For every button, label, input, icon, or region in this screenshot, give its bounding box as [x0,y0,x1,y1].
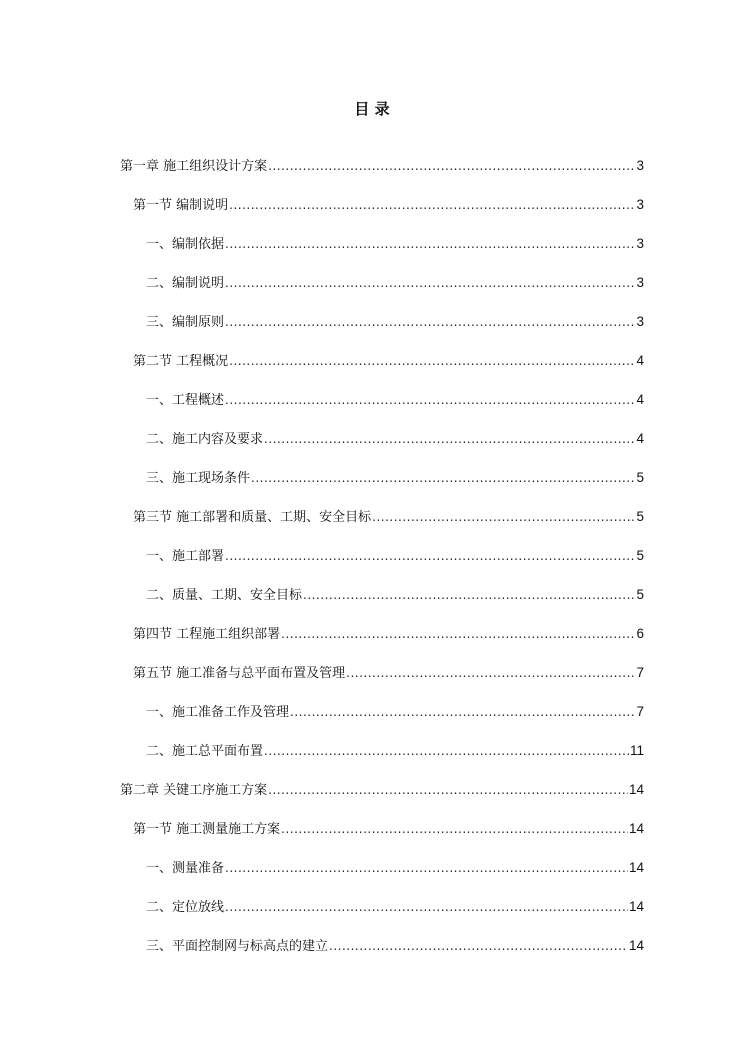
toc-entry-label: 第一节 编制说明 [133,198,229,213]
toc-entry-label: 第三节 施工部署和质量、工期、安全目标 [133,510,372,525]
toc-entry[interactable] [146,935,644,957]
toc-page-number: 5 [636,548,644,563]
toc-entry[interactable] [146,233,644,255]
toc-dot-leader [281,623,635,645]
toc-page-number: 14 [628,899,644,914]
toc-entry-label: 一、施工准备工作及管理 [146,705,290,720]
toc-dot-leader [225,233,635,255]
toc-entry-label: 二、施工内容及要求 [146,432,264,447]
toc-entry[interactable] [120,779,644,801]
toc-dot-leader [251,467,635,489]
toc-entry-label: 三、编制原则 [146,315,225,330]
toc-entry[interactable] [146,545,644,567]
toc-page-number: 11 [629,743,644,758]
toc-entry[interactable] [146,272,644,294]
toc-page-number: 5 [636,587,644,602]
toc-entry[interactable] [146,740,644,762]
toc-entry[interactable] [146,311,644,333]
toc-entry-label: 第二节 工程概况 [133,354,229,369]
toc-dot-leader [229,350,635,372]
toc-entry-label: 第一节 施工测量施工方案 [133,822,281,837]
toc-dot-leader [229,194,635,216]
toc-page-number: 14 [628,938,644,953]
toc-entry[interactable] [146,389,644,411]
toc-entry-label: 一、编制依据 [146,237,225,252]
toc-entry[interactable] [146,584,644,606]
toc-page-number: 14 [628,821,644,836]
toc-entry-label: 二、定位放线 [146,900,225,915]
toc-page-number: 14 [628,860,644,875]
toc-dot-leader [372,506,635,528]
toc-entry-label: 三、平面控制网与标高点的建立 [146,939,329,954]
toc-dot-leader [329,935,628,957]
toc-page-number: 3 [636,236,644,251]
toc-dot-leader [225,311,635,333]
toc-dot-leader [225,545,635,567]
toc-page-number: 3 [636,314,644,329]
toc-entry[interactable] [146,857,644,879]
toc-entry[interactable] [146,701,644,723]
toc-entry[interactable] [146,428,644,450]
toc-title: 目 录 [354,100,390,118]
toc-page-number: 7 [636,704,644,719]
toc-dot-leader [225,272,635,294]
toc-entry-label: 第二章 关键工序施工方案 [120,783,268,798]
toc-page-number: 3 [636,197,644,212]
toc-dot-leader [225,896,628,918]
toc-entry[interactable] [120,155,644,177]
toc-dot-leader [268,155,635,177]
toc-page-number: 6 [636,626,644,641]
toc-dot-leader [346,662,635,684]
toc-page-number: 3 [636,275,644,290]
toc-entry-label: 三、施工现场条件 [146,471,251,486]
toc-entry-label: 第五节 施工准备与总平面布置及管理 [133,666,346,681]
toc-entry-label: 第四节 工程施工组织部署 [133,627,281,642]
toc-dot-leader [225,389,635,411]
toc-entry[interactable] [133,194,644,216]
toc-page-number: 14 [628,782,644,797]
toc-page-number: 3 [636,158,644,173]
toc-entry[interactable] [146,467,644,489]
toc-entry[interactable] [133,623,644,645]
toc-dot-leader [281,818,628,840]
toc-entry[interactable] [133,662,644,684]
toc-dot-leader [303,584,635,606]
toc-entry-label: 第一章 施工组织设计方案 [120,159,268,174]
toc-entry-label: 一、工程概述 [146,393,225,408]
toc-entry-label: 二、编制说明 [146,276,225,291]
toc-dot-leader [268,779,628,801]
toc-entry-label: 二、质量、工期、安全目标 [146,588,303,603]
toc-page-number: 5 [636,470,644,485]
toc-dot-leader [225,857,628,879]
toc-entry-label: 一、施工部署 [146,549,225,564]
toc-entry[interactable] [146,896,644,918]
toc-entry-label: 二、施工总平面布置 [146,744,264,759]
toc-entry[interactable] [133,350,644,372]
toc-page-number: 4 [636,431,644,446]
toc-entry-label: 一、测量准备 [146,861,225,876]
toc-page-number: 7 [636,665,644,680]
toc-entry[interactable] [133,506,644,528]
toc-page-number: 4 [636,353,644,368]
toc-dot-leader [290,701,635,723]
toc-page-number: 4 [636,392,644,407]
toc-dot-leader [264,740,629,762]
toc-entry[interactable] [133,818,644,840]
toc-dot-leader [264,428,635,450]
toc-page-number: 5 [636,509,644,524]
